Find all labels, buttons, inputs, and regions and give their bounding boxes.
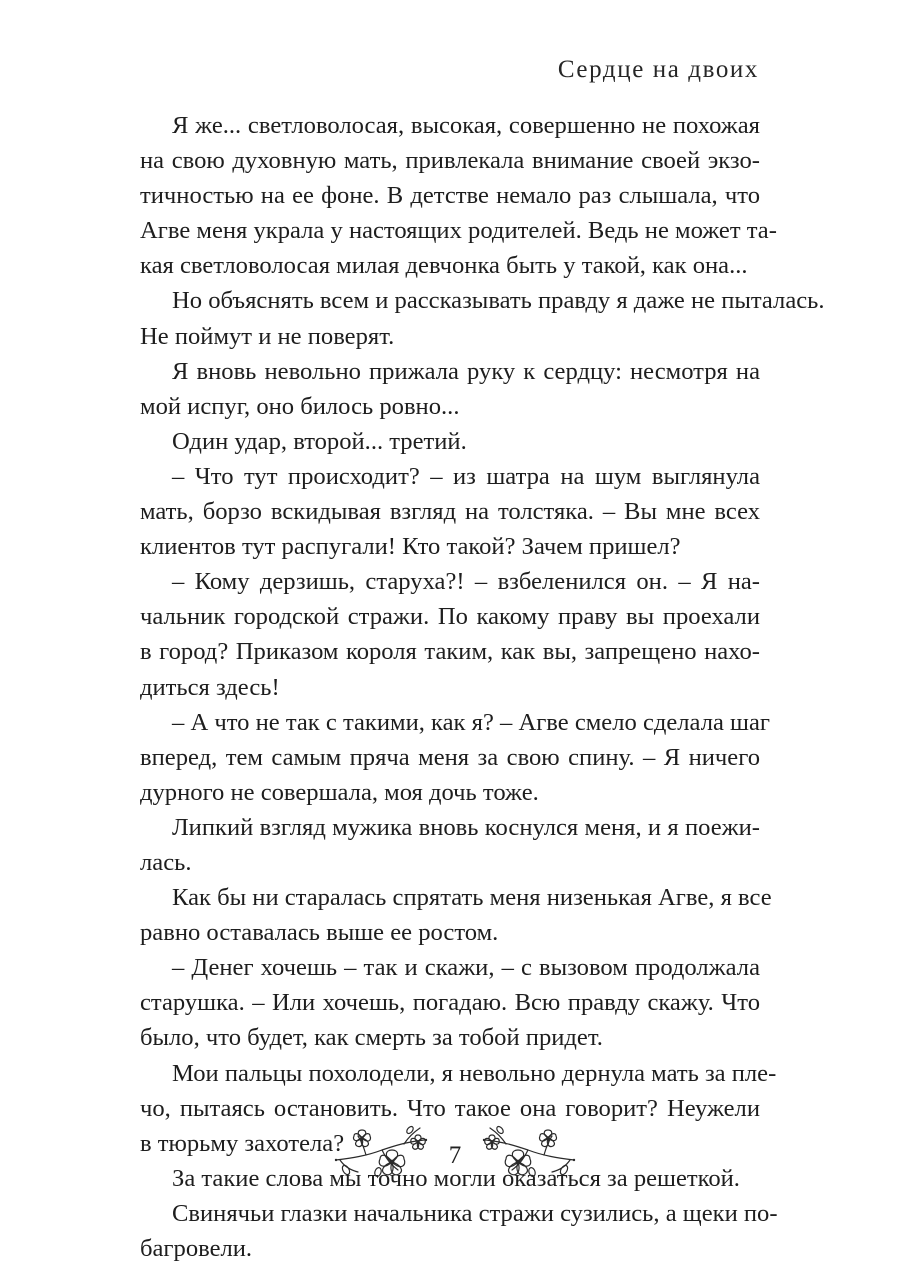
paragraph [140,459,760,564]
text-line: чо, пытаясь остановить. Что такое она говорит? Неужели [140,1094,760,1122]
text-line: дурного не совершала, моя дочь тоже. [140,778,539,806]
running-head-title: Сердце на двоих [557,56,759,83]
text-line: в город? Приказом короля таким, как вы, запрещено нахо- [140,638,760,666]
text-line: Но объяснять всем и рассказывать правду я даже не пыталась. [172,287,825,315]
text-line: Как бы ни старалась спрятать меня низенькая Агве, я все [172,884,772,912]
text-line: – Денег хочешь – так и скажи, – с вызовом продолжала [172,954,760,982]
cherry-blossom-branch-icon [478,1122,578,1188]
text-line: – А что не так с такими, как я? – Агве смело сделала шаг [172,708,770,736]
text-line: старушка. – Или хочешь, погадаю. Всю правду скажу. Что [140,989,760,1017]
text-line: лась. [140,848,192,876]
text-line: Липкий взгляд мужика вновь коснулся меня, и я поежи- [172,813,760,841]
text-line: равно оставалась выше ее ростом. [140,919,499,947]
paragraph [140,283,825,353]
text-line: мой испуг, оно билось ровно... [140,392,460,420]
page-footer [0,1120,900,1190]
text-line: мать, борзо вскидывая взгляд на толстяка. – Вы мне всех [140,498,760,526]
text-line: было, что будет, как смерть за тобой придет. [140,1024,603,1052]
text-line: багровели. [140,1235,253,1262]
text-line: клиентов тут распугали! Кто такой? Зачем пришел? [140,533,681,561]
text-line: Я же... светловолосая, высокая, совершенно не похожая [172,112,760,139]
page-number: 7 [448,1142,462,1169]
paragraph [140,705,770,810]
cherry-blossom-branch-icon [332,1120,432,1186]
text-line: вперед, тем самым пряча меня за свою спину. – Я ничего [140,743,760,771]
text-line: Мои пальцы похолодели, я невольно дернула мать за пле- [172,1059,777,1087]
text-line: Не поймут и не поверят. [140,322,395,350]
paragraph [140,1196,778,1266]
text-line: на свою духовную мать, привлекала внимание своей экзо- [140,147,760,175]
text-line: тичностью на ее фоне. В детстве немало раз слышала, что [140,182,760,210]
body-text [140,108,825,1266]
paragraph [140,564,760,704]
text-line: Один удар, второй... третий. [172,427,467,455]
text-line: чальник городской стражи. По какому праву вы проехали [140,603,760,631]
text-line: За такие слова мы точно могли оказаться за решеткой. [172,1164,740,1192]
paragraph [140,108,777,283]
text-line: Свинячьи глазки начальника стражи сузились, а щеки по- [172,1199,778,1227]
text-line: в тюрьму захотела? [140,1129,345,1157]
paragraph [140,424,760,459]
text-line: – Кому дерзишь, старуха?! – взбеленился он. – Я на- [172,568,760,596]
text-line: – Что тут происходит? – из шатра на шум выглянула [172,462,760,490]
paragraph [140,810,760,880]
text-line: Агве меня украла у настоящих родителей. Ведь не может та- [140,217,777,245]
paragraph [140,950,760,1055]
text-line: Я вновь невольно прижала руку к сердцу: несмотря на [172,357,760,385]
text-line: кая светловолосая милая девчонка быть у такой, как она... [140,252,748,280]
paragraph [140,354,760,424]
text-line: диться здесь! [140,673,280,701]
paragraph [140,880,772,950]
